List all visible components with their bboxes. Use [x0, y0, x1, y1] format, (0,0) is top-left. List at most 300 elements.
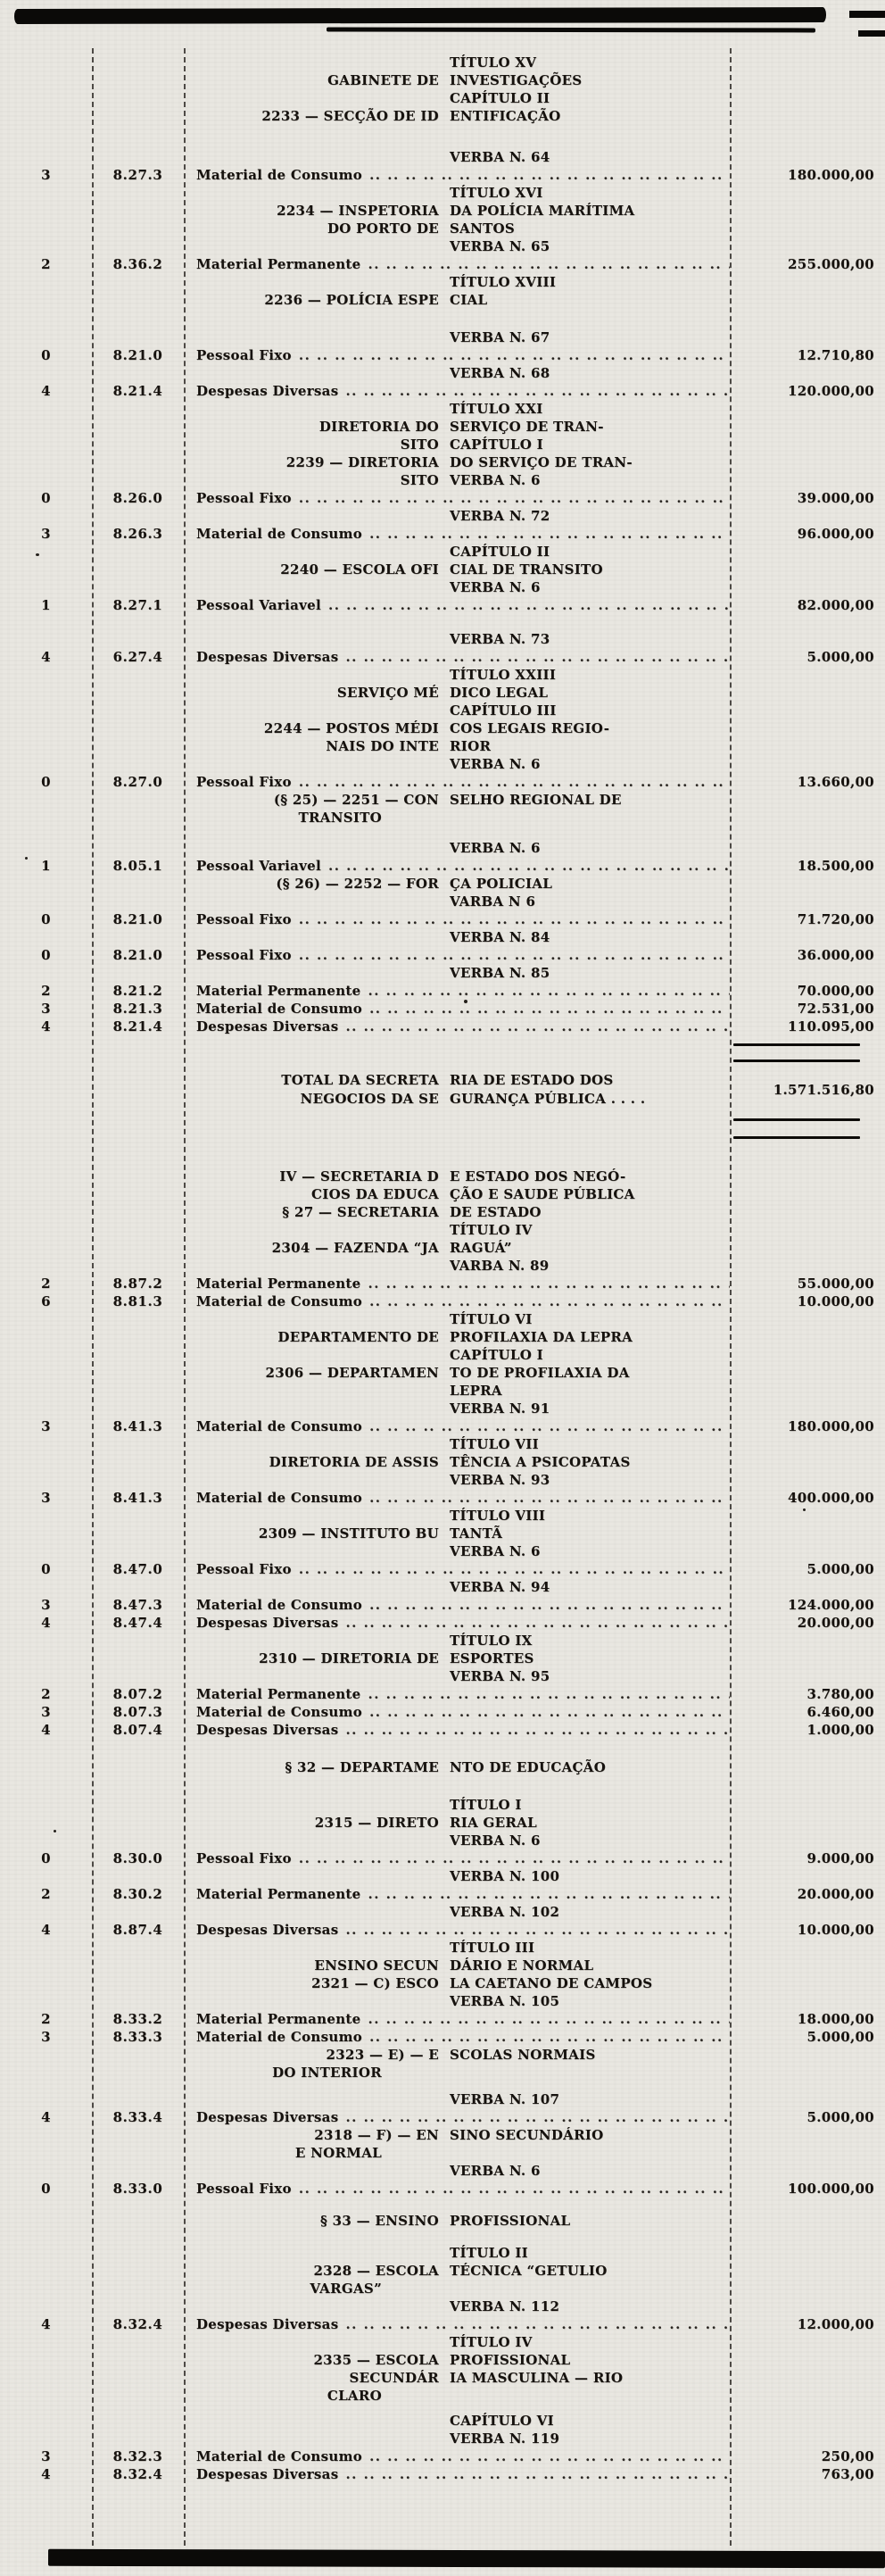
budget-item-row: [0, 346, 885, 364]
budget-item-row: [0, 2028, 885, 2046]
heading-right: VERBA N. 6: [450, 1832, 541, 1849]
account-code: 8.33.3: [112, 2029, 163, 2045]
heading-left: 2315 — DIRETO: [314, 1815, 439, 1831]
heading-left: VARGAS”: [310, 2281, 382, 2297]
budget-item-row: [0, 2010, 885, 2028]
heading-right: TO DE PROFILAXIA DA: [450, 1365, 630, 1381]
leader-dots: [292, 910, 730, 928]
item-description: [184, 2447, 730, 2465]
heading-left: 2236 — POLÍCIA ESPE: [264, 292, 439, 308]
heading-row: [0, 54, 885, 71]
heading-right: VERBA N. 91: [450, 1400, 550, 1417]
amount-value: 100.000,00: [788, 2181, 874, 2197]
heading-row: [0, 666, 885, 684]
account-code: 8.26.0: [112, 490, 163, 506]
amount-value: 255.000,00: [788, 256, 874, 272]
heading-left: 2318 — F) — EN: [314, 2127, 439, 2143]
account-code: 8.81.3: [112, 1293, 163, 1309]
account-code: 8.21.0: [112, 947, 163, 963]
heading-row: [0, 809, 885, 827]
row-gap: [0, 827, 885, 839]
item-label: Despesas Diversas: [196, 2316, 339, 2332]
heading-right: DA POLÍCIA MARÍTIMA: [450, 203, 635, 219]
allocation-digit: 3: [41, 1597, 51, 1613]
total-text-right: RIA DE ESTADO DOS: [450, 1072, 614, 1088]
account-code: 8.27.1: [112, 597, 163, 613]
heading-row: [0, 1649, 885, 1667]
item-label: Material de Consumo: [196, 526, 363, 542]
heading-row: [0, 1667, 885, 1685]
heading-right: VERBA N. 6: [450, 840, 541, 856]
budget-item-row: [0, 1614, 885, 1632]
heading-row: [0, 400, 885, 418]
item-label: Pessoal Fixo: [196, 490, 292, 506]
heading-right: CAPÍTULO II: [450, 544, 550, 560]
allocation-digit: 4: [41, 1722, 51, 1738]
leader-dots: [362, 1489, 730, 1507]
account-code: 8.30.0: [112, 1850, 163, 1866]
heading-row: [0, 964, 885, 982]
account-code: 8.26.3: [112, 526, 163, 542]
item-label: Despesas Diversas: [196, 1018, 339, 1035]
amount-value: 72.531,00: [797, 1001, 874, 1017]
heading-row: [0, 1203, 885, 1221]
heading-right: E ESTADO DOS NEGÓ-: [450, 1168, 626, 1184]
heading-left: DO PORTO DE: [327, 220, 439, 237]
budget-item-row: [0, 382, 885, 400]
item-label: Material Permanente: [196, 256, 361, 272]
amount-value: 120.000,00: [788, 383, 874, 399]
row-gap: [0, 1062, 885, 1071]
item-label: Pessoal Fixo: [196, 774, 292, 790]
account-code: 8.32.4: [112, 2466, 163, 2482]
heading-row: [0, 2126, 885, 2144]
heading-right: VERBA N. 84: [450, 929, 550, 945]
total-rule-line: [733, 1136, 860, 1139]
heading-right: SANTOS: [450, 220, 516, 237]
scan-bottom-rule: [48, 2549, 885, 2568]
scan-edge-mark: [849, 11, 885, 18]
budget-item-row: [0, 1685, 885, 1703]
heading-right: COS LEGAIS REGIO-: [450, 720, 610, 736]
item-label: Material Permanente: [196, 1276, 361, 1292]
heading-right: SERVIÇO DE TRAN-: [450, 419, 604, 435]
row-gap: [0, 2405, 885, 2412]
account-code: 8.21.4: [112, 1018, 163, 1035]
amount-value: 96.000,00: [797, 526, 874, 542]
heading-right: CIAL: [450, 292, 488, 308]
allocation-digit: 1: [41, 858, 51, 874]
item-label: Material de Consumo: [196, 1418, 363, 1434]
heading-row: [0, 893, 885, 910]
heading-row: [0, 1507, 885, 1525]
amount-value: 110.095,00: [788, 1018, 874, 1035]
total-text-line: [184, 1071, 730, 1090]
heading-row: [0, 1867, 885, 1885]
row-gap: [0, 1139, 885, 1168]
heading-left: NAIS DO INTE: [326, 738, 439, 754]
leader-dots: [321, 857, 730, 875]
scan-top-rule-thin: [327, 28, 815, 33]
allocation-digit: 4: [41, 383, 51, 399]
amount-value: 20.000,00: [797, 1886, 874, 1902]
item-label: Pessoal Fixo: [196, 911, 292, 927]
budget-item-row: [0, 1417, 885, 1435]
allocation-digit: 2: [41, 1886, 51, 1902]
heading-left: DO INTERIOR: [272, 2065, 382, 2081]
leader-dots: [338, 2108, 730, 2126]
scan-top-rule: [14, 7, 826, 24]
heading-row: [0, 684, 885, 702]
heading-right: SINO SECUNDÁRIO: [450, 2127, 604, 2143]
account-code: 8.32.4: [112, 2316, 163, 2332]
heading-row: [0, 543, 885, 561]
heading-row: [0, 1903, 885, 1921]
row-gap: [0, 1776, 885, 1796]
heading-row: [0, 507, 885, 525]
heading-row: [0, 1992, 885, 2010]
heading-row: [0, 2369, 885, 2387]
total-text-right: GURANÇA PÚBLICA . . . .: [450, 1091, 646, 1107]
leader-dots: [362, 525, 730, 543]
heading-row: [0, 2212, 885, 2230]
item-description: [184, 2465, 730, 2483]
leader-dots: [292, 1560, 730, 1578]
heading-row: [0, 2090, 885, 2108]
heading-right: TÉCNICA “GETULIO: [450, 2263, 608, 2279]
amount-value: 70.000,00: [797, 983, 874, 999]
heading-row: [0, 1453, 885, 1471]
heading-row: [0, 1400, 885, 1417]
heading-row: [0, 561, 885, 578]
amount-value: 12.710,80: [797, 347, 874, 363]
heading-row: [0, 2412, 885, 2430]
item-description: [184, 1275, 730, 1292]
account-code: 8.07.4: [112, 1722, 163, 1738]
heading-right: INVESTIGAÇÕES: [450, 72, 583, 88]
total-row: [0, 1071, 885, 1109]
heading-left: (§ 26) — 2252 — FOR: [276, 876, 439, 892]
allocation-digit: 4: [41, 649, 51, 665]
item-description: [184, 2315, 730, 2333]
heading-row: [0, 471, 885, 489]
row-gap: [0, 614, 885, 630]
item-description: [184, 1560, 730, 1578]
item-description: [184, 910, 730, 928]
heading-right: VARBA N 6: [450, 893, 536, 910]
heading-left: 2323 — E) — E: [326, 2047, 439, 2063]
item-label: Pessoal Fixo: [196, 947, 292, 963]
heading-right: TÍTULO II: [450, 2245, 528, 2261]
heading-left: 2239 — DIRETORIA: [285, 454, 439, 470]
item-description: [184, 525, 730, 543]
item-label: Despesas Diversas: [196, 1615, 339, 1631]
item-description: [184, 1417, 730, 1435]
heading-row: [0, 2262, 885, 2280]
heading-row: [0, 453, 885, 471]
heading-row: [0, 2333, 885, 2351]
heading-row: [0, 2046, 885, 2064]
heading-right: TÍTULO XXI: [450, 401, 543, 417]
total-rule-line: [733, 1043, 860, 1046]
total-text-left: NEGOCIOS DA SE: [300, 1091, 439, 1107]
budget-item-row: [0, 1921, 885, 1939]
amount-value: 18.000,00: [797, 2011, 874, 2027]
heading-left: GABINETE DE: [327, 72, 439, 88]
heading-right: DICO LEGAL: [450, 685, 549, 701]
account-code: 8.27.0: [112, 774, 163, 790]
heading-left: CIOS DA EDUCA: [311, 1186, 439, 1202]
budget-item-row: [0, 2315, 885, 2333]
heading-right: TÍTULO XVIII: [450, 274, 557, 290]
amount-value: 5.000,00: [806, 649, 874, 665]
item-description: [184, 1885, 730, 1903]
item-label: Despesas Diversas: [196, 1722, 339, 1738]
account-code: 8.41.3: [112, 1418, 163, 1434]
amount-value: 71.720,00: [797, 911, 874, 927]
budget-item-row: [0, 525, 885, 543]
heading-left: 2244 — POSTOS MÉDI: [263, 720, 439, 736]
leader-dots: [338, 1721, 730, 1739]
heading-left: SITO: [400, 436, 439, 453]
heading-left: DIRETORIA DE ASSIS: [269, 1454, 439, 1470]
leader-dots: [292, 1849, 730, 1867]
item-label: Material Permanente: [196, 1686, 361, 1702]
heading-right: TÍTULO VIII: [450, 1508, 546, 1524]
heading-row: [0, 2387, 885, 2405]
leader-dots: [362, 1417, 730, 1435]
row-gap: [0, 1121, 885, 1135]
heading-left: DIRETORIA DO: [318, 419, 439, 435]
budget-item-row: [0, 1560, 885, 1578]
leader-dots: [338, 1921, 730, 1939]
allocation-digit: 0: [41, 911, 51, 927]
heading-right: TÍTULO IV: [450, 1222, 533, 1238]
amount-value: 1.000,00: [806, 1722, 874, 1738]
budget-item-row: [0, 1721, 885, 1739]
item-description: [184, 1596, 730, 1614]
account-code: 8.21.0: [112, 347, 163, 363]
heading-row: [0, 1632, 885, 1649]
budget-item-row: [0, 166, 885, 184]
amount-value: 20.000,00: [797, 1615, 874, 1631]
amount-value: 180.000,00: [788, 1418, 874, 1434]
heading-right: VERBA N. 94: [450, 1579, 550, 1595]
budget-item-row: [0, 1849, 885, 1867]
row-gap: [0, 2082, 885, 2090]
budget-item-row: [0, 1292, 885, 1310]
allocation-digit: 0: [41, 2181, 51, 2197]
row-gap: [0, 1046, 885, 1059]
heading-row: [0, 1578, 885, 1596]
heading-right: SCOLAS NORMAIS: [450, 2047, 596, 2063]
allocation-digit: 3: [41, 1490, 51, 1506]
leader-dots: [338, 648, 730, 666]
heading-row: [0, 107, 885, 125]
heading-left: 2321 — C) ESCO: [311, 1975, 439, 1991]
budget-item-row: [0, 946, 885, 964]
amount-value: 3.780,00: [806, 1686, 874, 1702]
item-description: [184, 857, 730, 875]
heading-left: § 32 — DEPARTAME: [285, 1759, 439, 1775]
item-label: Material de Consumo: [196, 1293, 363, 1309]
account-code: 8.36.2: [112, 256, 163, 272]
heading-right: TÍTULO VI: [450, 1311, 533, 1327]
heading-right: VERBA N. 67: [450, 329, 550, 345]
row-gap: [0, 2230, 885, 2244]
item-description: [184, 166, 730, 184]
heading-right: LEPRA: [450, 1383, 502, 1399]
item-label: Pessoal Fixo: [196, 347, 292, 363]
allocation-digit: 3: [41, 2029, 51, 2045]
item-label: Despesas Diversas: [196, 2109, 339, 2125]
heading-row: [0, 2162, 885, 2180]
amount-value: 5.000,00: [806, 2109, 874, 2125]
account-code: 8.30.2: [112, 1886, 163, 1902]
allocation-digit: 4: [41, 1615, 51, 1631]
leader-dots: [362, 166, 730, 184]
heading-left: 2310 — DIRETORIA DE: [259, 1650, 439, 1666]
allocation-digit: 3: [41, 526, 51, 542]
heading-row: [0, 1471, 885, 1489]
heading-right: TANTÃ: [450, 1525, 503, 1541]
heading-right: VERBA N. 85: [450, 965, 550, 981]
account-code: 8.05.1: [112, 858, 163, 874]
account-code: 8.87.2: [112, 1276, 163, 1292]
heading-row: [0, 875, 885, 893]
heading-row: [0, 1974, 885, 1992]
heading-left: SECUNDÁR: [349, 2370, 439, 2386]
item-description: [184, 596, 730, 614]
heading-row: [0, 702, 885, 719]
heading-right: TÊNCIA A PSICOPATAS: [450, 1454, 631, 1470]
item-label: Material Permanente: [196, 983, 361, 999]
row-gap: [0, 1739, 885, 1758]
budget-item-row: [0, 596, 885, 614]
total-text: [184, 1071, 730, 1109]
item-description: [184, 346, 730, 364]
budget-item-row: [0, 2447, 885, 2465]
item-description: [184, 1703, 730, 1721]
heading-right: VERBA N. 65: [450, 238, 550, 254]
item-description: [184, 2010, 730, 2028]
row-gap: [0, 309, 885, 328]
heading-row: [0, 1814, 885, 1832]
heading-row: [0, 1939, 885, 1957]
account-code: 8.21.3: [112, 1001, 163, 1017]
item-label: Material de Consumo: [196, 1490, 363, 1506]
heading-right: VERBA N. 6: [450, 1543, 541, 1559]
leader-dots: [338, 1018, 730, 1035]
allocation-digit: 4: [41, 1018, 51, 1035]
heading-row: [0, 791, 885, 809]
allocation-digit: 0: [41, 947, 51, 963]
heading-row: [0, 1185, 885, 1203]
heading-right: RAGUÁ”: [450, 1240, 512, 1256]
heading-left: 2309 — INSTITUTO BU: [258, 1525, 439, 1541]
budget-item-row: [0, 1489, 885, 1507]
item-label: Material Permanente: [196, 1886, 361, 1902]
item-description: [184, 382, 730, 400]
heading-row: [0, 2280, 885, 2298]
heading-right: CIAL DE TRANSITO: [450, 561, 603, 578]
budget-table: [0, 54, 885, 2483]
amount-value: 763,00: [821, 2466, 874, 2482]
total-amount-value: 1.571.516,80: [773, 1082, 874, 1098]
heading-row: [0, 418, 885, 436]
total-text-line: [184, 1090, 730, 1109]
item-label: Material de Consumo: [196, 167, 363, 183]
leader-dots: [338, 382, 730, 400]
heading-right: TÍTULO IX: [450, 1633, 533, 1649]
heading-row: [0, 1221, 885, 1239]
heading-left: SERVIÇO MÉ: [336, 685, 439, 701]
amount-value: 9.000,00: [806, 1850, 874, 1866]
heading-row: [0, 273, 885, 291]
leader-dots: [338, 1614, 730, 1632]
allocation-digit: 3: [41, 1704, 51, 1720]
leader-dots: [360, 2010, 730, 2028]
account-code: 8.33.4: [112, 2109, 163, 2125]
heading-left: ENSINO SECUN: [314, 1957, 439, 1974]
heading-row: [0, 1168, 885, 1185]
item-label: Pessoal Variavel: [196, 858, 322, 874]
amount-value: 400.000,00: [788, 1490, 874, 1506]
leader-dots: [292, 346, 730, 364]
amount-value: 10.000,00: [797, 1293, 874, 1309]
heading-right: CAPÍTULO II: [450, 90, 550, 106]
amount-value: 124.000,00: [788, 1597, 874, 1613]
heading-row: [0, 364, 885, 382]
account-code: 8.21.0: [112, 911, 163, 927]
heading-right: PROFISSIONAL: [450, 2213, 571, 2229]
heading-row: [0, 2064, 885, 2082]
budget-item-row: [0, 2180, 885, 2198]
leader-dots: [360, 1685, 730, 1703]
heading-right: DE ESTADO: [450, 1204, 542, 1220]
total-rule-line: [733, 1118, 860, 1121]
heading-row: [0, 2430, 885, 2447]
heading-left: (§ 25) — 2251 — CON: [273, 792, 439, 808]
heading-row: [0, 719, 885, 737]
item-label: Material de Consumo: [196, 1704, 363, 1720]
heading-row: [0, 291, 885, 309]
amount-value: 250,00: [821, 2448, 874, 2464]
heading-row: [0, 1796, 885, 1814]
account-code: 8.27.3: [112, 167, 163, 183]
heading-left: 2335 — ESCOLA: [313, 2352, 439, 2368]
leader-dots: [292, 946, 730, 964]
row-gap: [0, 2198, 885, 2212]
item-label: Pessoal Variavel: [196, 597, 322, 613]
item-description: [184, 2028, 730, 2046]
heading-right: VERBA N. 64: [450, 149, 550, 165]
item-description: [184, 1685, 730, 1703]
heading-left: SITO: [400, 472, 439, 488]
amount-value: 5.000,00: [806, 2029, 874, 2045]
item-label: Material de Consumo: [196, 1597, 363, 1613]
item-label: Material de Consumo: [196, 1001, 363, 1017]
heading-left: 2233 — SECÇÃO DE ID: [261, 108, 439, 124]
heading-row: [0, 1542, 885, 1560]
leader-dots: [292, 489, 730, 507]
item-description: [184, 982, 730, 1000]
allocation-digit: 0: [41, 774, 51, 790]
heading-row: [0, 1435, 885, 1453]
allocation-digit: 2: [41, 2011, 51, 2027]
heading-right: TÍTULO I: [450, 1797, 522, 1813]
heading-left: DEPARTAMENTO DE: [277, 1329, 439, 1345]
